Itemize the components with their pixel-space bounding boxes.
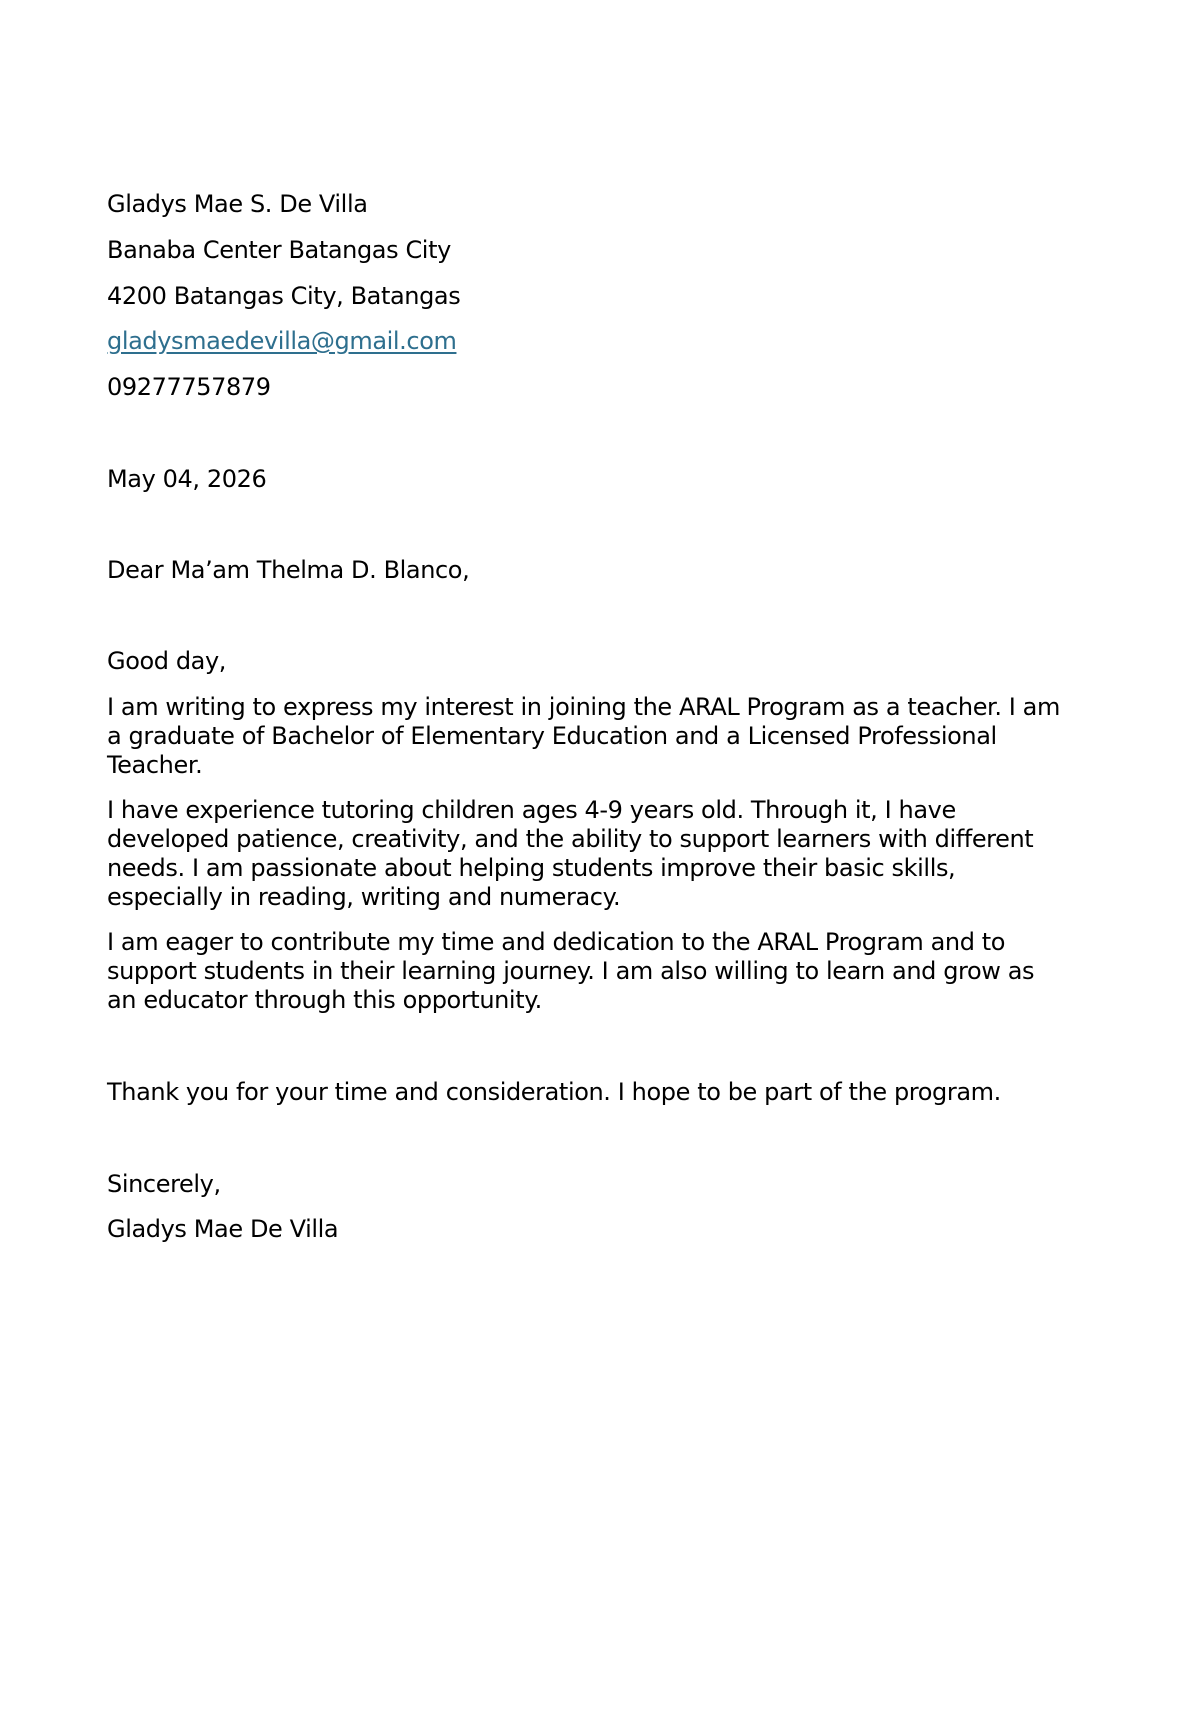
- sender-name: Gladys Mae S. De Villa: [107, 190, 368, 218]
- paragraph-line: developed patience, creativity, and the ability to support learners with different: [107, 825, 1034, 853]
- letter-date: May 04, 2026: [107, 465, 267, 493]
- closing: Sincerely,: [107, 1170, 221, 1198]
- paragraph-line: I have experience tutoring children ages 4-9 years old. Through it, I have: [107, 796, 956, 824]
- paragraph-1: [107, 693, 1087, 780]
- sender-email-link[interactable]: gladysmaedevilla@gmail.com: [107, 327, 457, 355]
- paragraph-3: [107, 928, 1087, 1015]
- sender-phone: 09277757879: [107, 373, 271, 401]
- signature-name: Gladys Mae De Villa: [107, 1215, 339, 1243]
- closing-sentence: Thank you for your time and consideration. I hope to be part of the program.: [107, 1078, 1001, 1106]
- salutation: Dear Ma’am Thelma D. Blanco,: [107, 556, 470, 584]
- greeting: Good day,: [107, 647, 227, 675]
- sender-address-line1: Banaba Center Batangas City: [107, 236, 451, 264]
- paragraph-line: I am writing to express my interest in joining the ARAL Program as a teacher. I am: [107, 693, 1060, 721]
- paragraph-line: I am eager to contribute my time and dedication to the ARAL Program and to: [107, 928, 1006, 956]
- paragraph-line: Teacher.: [107, 751, 203, 779]
- paragraph-line: especially in reading, writing and numeracy.: [107, 883, 621, 911]
- paragraph-line: a graduate of Bachelor of Elementary Education and a Licensed Professional: [107, 722, 997, 750]
- paragraph-line: an educator through this opportunity.: [107, 986, 542, 1014]
- paragraph-line: needs. I am passionate about helping students improve their basic skills,: [107, 854, 956, 882]
- sender-address-line2: 4200 Batangas City, Batangas: [107, 282, 461, 310]
- paragraph-line: support students in their learning journey. I am also willing to learn and grow as: [107, 957, 1035, 985]
- paragraph-2: [107, 796, 1087, 912]
